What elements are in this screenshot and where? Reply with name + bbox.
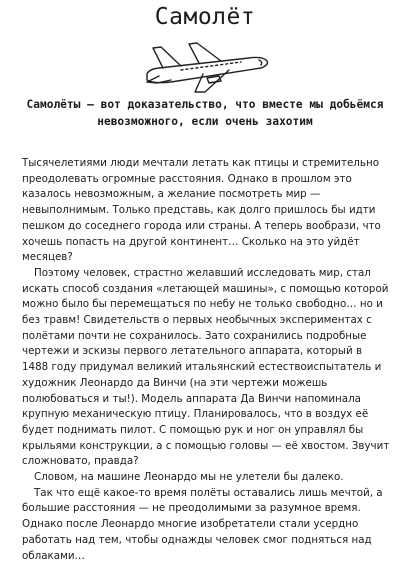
paragraph-1: Тысячелетиями люди мечтали летать как птицы и стремительно преодолевать огромные расстояния. Однако в прошлом это казалось невозможным, а желание посмотреть мир — невыполнимым. Только представь, как долго пришлось бы идти пешком до соседнего города или страны. А теперь вообрази, что хочешь попасть на другой континент… Сколько на это уйдёт месяцев? (22, 157, 381, 264)
paragraph-3: Словом, на машине Леонардо мы не улетели бы далеко. (34, 471, 344, 484)
subtitle: Самолёты — вот доказательство, что вместе мы добьёмся невозможного, если очень захотим (26, 98, 384, 128)
paragraph-4: Так что ещё какое-то время полёты оставались лишь мечтой, а большие расстояния — не преодолимыми за разумное время. Однако после Леонардо многие изобретатели стали усердно работать над тем, чтобы однажды человек смог подняться над облаками… (22, 486, 383, 562)
page-title: Самолёт (154, 4, 256, 30)
airplane-icon (137, 34, 277, 94)
article-body (22, 156, 391, 564)
paragraph-2: Поэтому человек, страстно желавший исследовать мир, стал искать способ создания «летающей машины», с помощью которой можно было бы перемещаться по небу не только свободно… но и без травм! Свидетельств о первых необычных экспериментах с полётами почти не сохранилось. Зато сохранились подробные чертежи и эскизы первого летательного аппарата, который в 1488 году придумал великий итальянский естествоиспытатель и художник Леонардо да Винчи (на эти чертежи можешь полюбоваться и ты!). Модель аппарата Да Винчи напоминала крупную механическую птицу. Планировалось, что в воздух её будет поднимать пилот. С помощью рук и ног он управлял бы крыльями конструкции, а с помощью головы — её хвостом. Звучит сложновато, правда? (22, 266, 390, 468)
